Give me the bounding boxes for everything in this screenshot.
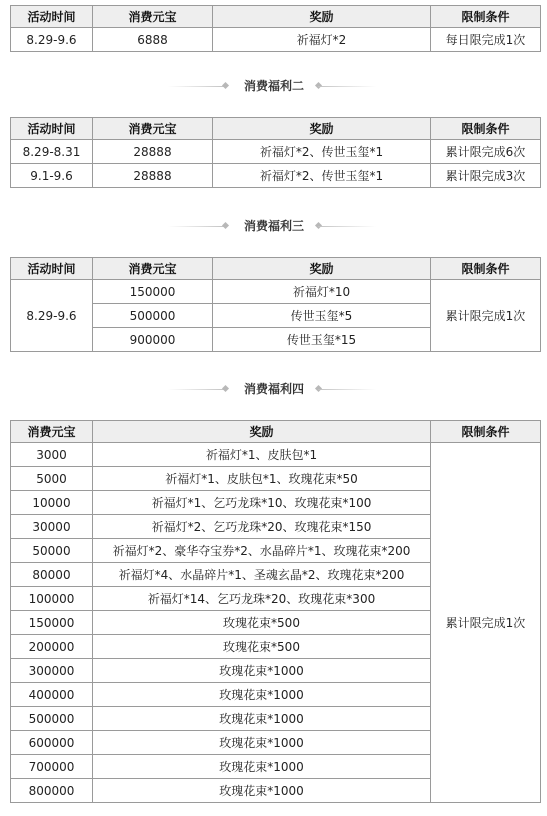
cell-time: 8.29-9.6 xyxy=(11,28,93,52)
header-yuanbao: 消费元宝 xyxy=(93,258,213,280)
table-3 xyxy=(10,257,541,352)
cell-yuanbao: 600000 xyxy=(11,731,93,755)
header-limit: 限制条件 xyxy=(431,421,541,443)
cell-reward: 祈福灯*2、传世玉玺*1 xyxy=(213,140,431,164)
header-limit: 限制条件 xyxy=(431,258,541,280)
cell-yuanbao: 200000 xyxy=(11,635,93,659)
section-title-text: 消费福利二 xyxy=(243,79,304,93)
cell-yuanbao: 400000 xyxy=(11,683,93,707)
cell-reward: 祈福灯*2、传世玉玺*1 xyxy=(213,164,431,188)
cell-time: 8.29-9.6 xyxy=(11,280,93,352)
cell-yuanbao: 900000 xyxy=(93,328,213,352)
cell-yuanbao: 150000 xyxy=(11,611,93,635)
cell-yuanbao: 300000 xyxy=(11,659,93,683)
cell-reward: 玫瑰花束*1000 xyxy=(93,731,431,755)
table-4-body xyxy=(11,443,541,803)
header-reward: 奖励 xyxy=(213,258,431,280)
cell-limit: 每日限完成1次 xyxy=(431,28,541,52)
cell-time: 9.1-9.6 xyxy=(11,164,93,188)
divider-line xyxy=(318,389,376,390)
cell-yuanbao: 6888 xyxy=(93,28,213,52)
cell-yuanbao: 30000 xyxy=(11,515,93,539)
diamond-icon xyxy=(222,82,229,89)
cell-yuanbao: 10000 xyxy=(11,491,93,515)
header-time: 活动时间 xyxy=(11,258,93,280)
diamond-icon xyxy=(222,222,229,229)
cell-reward: 玫瑰花束*1000 xyxy=(93,755,431,779)
cell-limit: 累计限完成1次 xyxy=(431,280,541,352)
table-1 xyxy=(10,5,541,52)
cell-reward: 祈福灯*1、皮肤包*1、玫瑰花束*50 xyxy=(93,467,431,491)
divider-line xyxy=(318,226,376,227)
cell-yuanbao: 100000 xyxy=(11,587,93,611)
cell-reward: 祈福灯*2、乞巧龙珠*20、玫瑰花束*150 xyxy=(93,515,431,539)
cell-reward: 祈福灯*1、乞巧龙珠*10、玫瑰花束*100 xyxy=(93,491,431,515)
section-title-3 xyxy=(0,218,547,234)
table-header-row xyxy=(11,258,541,280)
cell-yuanbao: 80000 xyxy=(11,563,93,587)
header-time: 活动时间 xyxy=(11,118,93,140)
cell-limit: 累计限完成3次 xyxy=(431,164,541,188)
cell-limit: 累计限完成6次 xyxy=(431,140,541,164)
cell-reward: 祈福灯*2、豪华夺宝券*2、水晶碎片*1、玫瑰花束*200 xyxy=(93,539,431,563)
table-row xyxy=(11,28,541,52)
cell-yuanbao: 50000 xyxy=(11,539,93,563)
section-title-text: 消费福利三 xyxy=(243,219,304,233)
cell-reward: 祈福灯*14、乞巧龙珠*20、玫瑰花束*300 xyxy=(93,587,431,611)
cell-reward: 祈福灯*1、皮肤包*1 xyxy=(93,443,431,467)
table-row xyxy=(11,280,541,304)
cell-yuanbao: 3000 xyxy=(11,443,93,467)
cell-time: 8.29-8.31 xyxy=(11,140,93,164)
header-yuanbao: 消费元宝 xyxy=(93,6,213,28)
header-yuanbao: 消费元宝 xyxy=(11,421,93,443)
cell-reward: 祈福灯*4、水晶碎片*1、圣魂玄晶*2、玫瑰花束*200 xyxy=(93,563,431,587)
cell-yuanbao: 800000 xyxy=(11,779,93,803)
header-limit: 限制条件 xyxy=(431,118,541,140)
cell-reward: 玫瑰花束*1000 xyxy=(93,707,431,731)
diamond-icon xyxy=(222,385,229,392)
table-row xyxy=(11,443,541,467)
cell-yuanbao: 28888 xyxy=(93,164,213,188)
divider-line xyxy=(318,86,376,87)
header-yuanbao: 消费元宝 xyxy=(93,118,213,140)
cell-reward: 祈福灯*10 xyxy=(213,280,431,304)
header-reward: 奖励 xyxy=(213,118,431,140)
cell-reward: 玫瑰花束*500 xyxy=(93,611,431,635)
table-header-row xyxy=(11,6,541,28)
cell-reward: 玫瑰花束*1000 xyxy=(93,659,431,683)
cell-limit: 累计限完成1次 xyxy=(431,443,541,803)
cell-yuanbao: 150000 xyxy=(93,280,213,304)
divider-line xyxy=(168,86,226,87)
divider-line xyxy=(168,389,226,390)
table-row xyxy=(11,164,541,188)
divider-line xyxy=(168,226,226,227)
cell-yuanbao: 500000 xyxy=(93,304,213,328)
cell-yuanbao: 700000 xyxy=(11,755,93,779)
cell-reward: 祈福灯*2 xyxy=(213,28,431,52)
header-limit: 限制条件 xyxy=(431,6,541,28)
table-row xyxy=(11,140,541,164)
cell-reward: 传世玉玺*15 xyxy=(213,328,431,352)
cell-reward: 玫瑰花束*500 xyxy=(93,635,431,659)
table-header-row xyxy=(11,421,541,443)
table-2 xyxy=(10,117,541,188)
section-title-text: 消费福利四 xyxy=(243,382,304,396)
header-reward: 奖励 xyxy=(213,6,431,28)
section-title-2 xyxy=(0,78,547,94)
table-4 xyxy=(10,420,541,803)
cell-yuanbao: 5000 xyxy=(11,467,93,491)
section-title-4 xyxy=(0,381,547,397)
cell-yuanbao: 28888 xyxy=(93,140,213,164)
cell-reward: 传世玉玺*5 xyxy=(213,304,431,328)
header-time: 活动时间 xyxy=(11,6,93,28)
cell-yuanbao: 500000 xyxy=(11,707,93,731)
header-reward: 奖励 xyxy=(93,421,431,443)
cell-reward: 玫瑰花束*1000 xyxy=(93,683,431,707)
table-header-row xyxy=(11,118,541,140)
cell-reward: 玫瑰花束*1000 xyxy=(93,779,431,803)
